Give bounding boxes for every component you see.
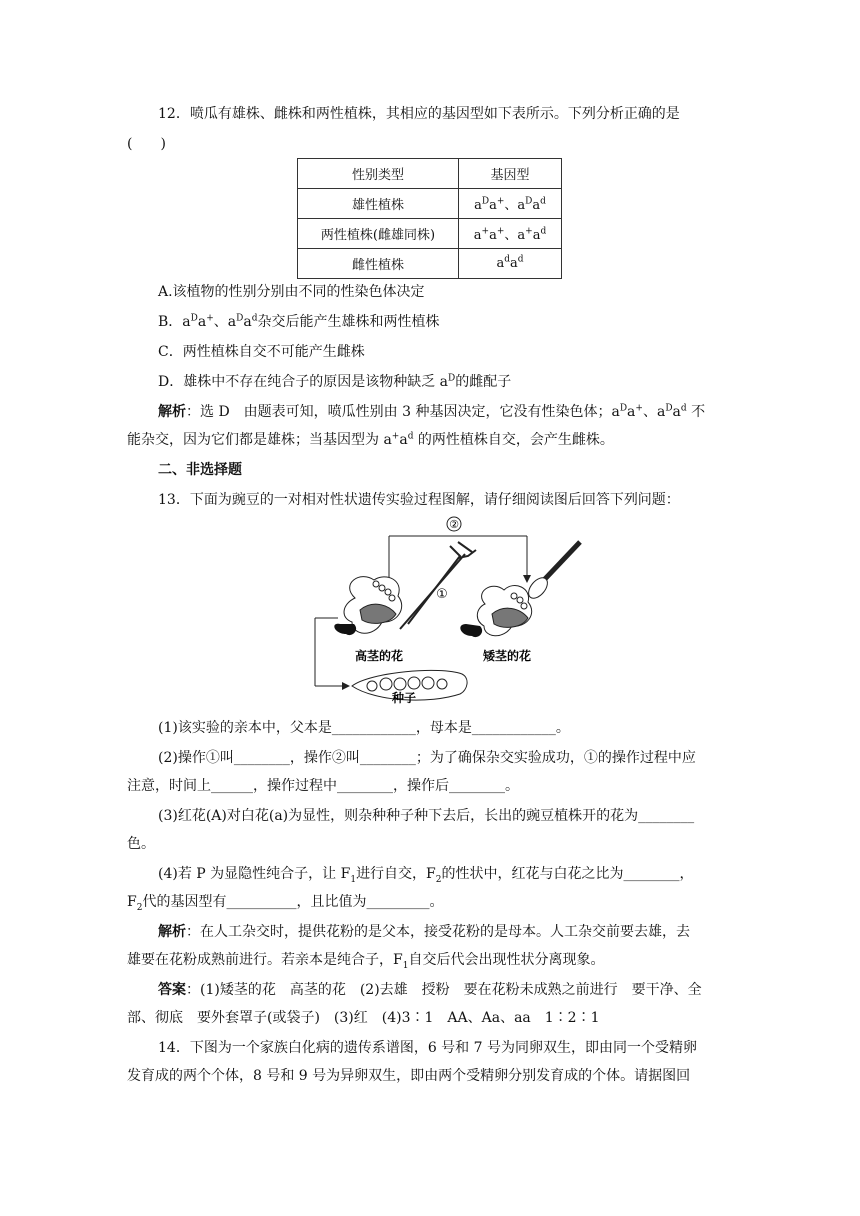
text-segment: a <box>473 228 482 243</box>
superscript: + <box>481 226 490 237</box>
text-segment: 、a <box>213 314 237 330</box>
text-segment: a <box>672 404 681 420</box>
text-segment: 不 <box>686 404 706 420</box>
superscript: + <box>525 226 533 237</box>
subscript: 2 <box>136 902 143 913</box>
text-segment: 雄要在花粉成熟前进行。若亲本是纯合子，F <box>127 952 403 968</box>
superscript: d <box>407 431 414 442</box>
text-segment: (4)若 P 为显隐性纯合子，让 F <box>158 866 351 882</box>
superscript: d <box>504 254 510 265</box>
op1-label: ① <box>436 587 448 602</box>
text-segment: 的两性植株自交，会产生雌株。 <box>413 432 614 448</box>
tweezers-icon <box>400 542 476 629</box>
text-segment: a <box>532 198 541 213</box>
q12-analysis-line2 <box>127 430 614 450</box>
q12-option-d <box>158 372 511 392</box>
text-segment: B．a <box>158 314 191 330</box>
section-heading: 二、非选择题 <box>158 462 242 478</box>
q12-option-c: C．两性植株自交不可能产生雌株 <box>158 344 365 360</box>
text-segment: 、a <box>642 404 666 420</box>
text-segment: 杂交后能产生雄株和两性植株 <box>257 314 440 330</box>
q13-part2-line2: 注意，时间上______，操作过程中________，操作后________。 <box>127 778 519 794</box>
text-segment: a <box>532 228 541 243</box>
q12-analysis-line1 <box>158 402 705 422</box>
q12-stem: 12．喷瓜有雄株、雌株和两性植株，其相应的基因型如下表所示。下列分析正确的是 <box>158 106 680 122</box>
seed-label: 种子 <box>391 691 417 705</box>
table-row <box>298 249 562 279</box>
superscript: D <box>665 403 673 414</box>
superscript: + <box>635 403 643 414</box>
q13-part2-line1: (2)操作①叫________，操作②叫________；为了确保杂交实验成功，①的操作过程中应 <box>158 750 696 766</box>
superscript: + <box>391 431 400 442</box>
text-segment: a <box>489 228 497 243</box>
q13-stem: 13．下面为豌豆的一对相对性状遗传实验过程图解，请仔细阅读图后回答下列问题： <box>158 492 680 508</box>
text-segment: 进行自交，F <box>356 866 436 882</box>
superscript: d <box>680 403 687 414</box>
dwarf-flower-illustration <box>460 586 531 638</box>
text-segment: 的雌配子 <box>455 374 512 390</box>
table-cell-genotype <box>459 219 562 249</box>
q12-answer-blank: ( ) <box>127 136 166 152</box>
dwarf-flower-label: 矮茎的花 <box>483 649 532 663</box>
tall-flower-label: 高茎的花 <box>355 649 404 663</box>
q13-part3-line2: 色。 <box>127 836 155 852</box>
table-cell-type: 雌性植株 <box>298 249 459 279</box>
text-segment: D．雄株中不存在纯合子的原因是该物种缺乏 a <box>158 374 449 390</box>
text-segment: a <box>627 404 636 420</box>
superscript: d <box>540 196 546 207</box>
text-segment: F <box>127 894 137 910</box>
genotype-table <box>297 158 562 279</box>
q13-part1: (1)该实验的亲本中，父本是____________，母本是____________。 <box>158 720 570 736</box>
superscript: D <box>448 373 456 384</box>
q13-analysis-line1 <box>158 922 690 942</box>
superscript: D <box>190 313 198 324</box>
arrow-down-right <box>523 575 531 583</box>
analysis-text <box>186 404 705 420</box>
superscript: d <box>540 226 547 237</box>
text-segment: a <box>243 314 252 330</box>
q13-part3-line1: (3)红花(A)对白花(a)为显性，则杂种种子种下去后，长出的豌豆植株开的花为________ <box>158 808 695 824</box>
text-segment: 能杂交，因为它们都是雄株；当基因型为 a <box>127 432 392 448</box>
q13-part4-line1 <box>158 864 694 884</box>
q13-answer-line2: 部、彻底 要外套罩子(或袋子) (3)红 (4)3∶1 AA、Aa、aa 1∶2∶1 <box>127 1010 600 1026</box>
table-cell-genotype <box>459 249 562 279</box>
superscript: D <box>481 196 490 207</box>
tall-flower-illustration <box>334 577 401 635</box>
q12-option-a: A.该植物的性别分别由不同的性染色体决定 <box>158 284 425 300</box>
superscript: D <box>619 403 628 414</box>
text-segment: a <box>399 432 408 448</box>
subscript: 2 <box>435 874 442 885</box>
text-segment: a <box>474 198 482 213</box>
table-row <box>298 219 562 249</box>
subscript: 1 <box>350 874 357 885</box>
text-segment: a <box>510 256 518 271</box>
text-segment: 自交后代会出现性状分离现象。 <box>408 952 605 968</box>
superscript: + <box>206 313 214 324</box>
analysis-text: ：在人工杂交时，提供花粉的是父本，接受花粉的是母本。人工杂交前要去雄，去 <box>186 924 690 940</box>
text-segment: 、a <box>504 198 526 213</box>
table-header-row <box>298 159 562 189</box>
superscript: d <box>251 313 258 324</box>
text-segment: ：选 D 由题表可知，喷瓜性别由 3 种基因决定，它没有性染色体；a <box>186 404 620 420</box>
text-segment: 代的基因型有__________，且比值为_________。 <box>142 894 444 910</box>
superscript: + <box>496 226 505 237</box>
text-segment: a <box>496 256 505 271</box>
q13-part4-line2 <box>127 892 443 912</box>
superscript: + <box>496 196 505 207</box>
text-segment: a <box>489 198 497 213</box>
text-segment: 、a <box>504 228 526 243</box>
table-row <box>298 189 562 219</box>
q13-analysis-line2 <box>127 950 604 970</box>
q12-option-b <box>158 312 439 332</box>
table-header-sex-type: 性别类型 <box>298 159 459 189</box>
text-segment: 的性状中，红花与白花之比为________， <box>441 866 694 882</box>
superscript: D <box>525 196 533 207</box>
text-segment: a <box>197 314 207 330</box>
q14-stem-line2: 发育成的两个个体，8 号和 9 号为异卵双生，即由两个受精卵分别发育成的个体。请据图回 <box>127 1068 691 1084</box>
analysis-label: 解析 <box>158 404 186 420</box>
table-cell-genotype <box>459 189 562 219</box>
q13-answer-line1 <box>158 980 702 1000</box>
superscript: D <box>236 313 244 324</box>
answer-text: ：(1)矮茎的花 高茎的花 (2)去雄 授粉 要在花粉未成熟之前进行 要干净、全 <box>186 982 702 998</box>
answer-label: 答案 <box>158 982 186 998</box>
subscript: 1 <box>402 960 409 971</box>
table-cell-type: 雄性植株 <box>298 189 459 219</box>
op2-label: ② <box>449 518 459 531</box>
paintbrush-icon <box>525 542 580 602</box>
arrow-to-seed <box>342 682 350 690</box>
table-header-genotype: 基因型 <box>459 159 562 189</box>
pea-hybridization-figure <box>300 514 600 706</box>
analysis-label: 解析 <box>158 924 186 940</box>
q14-stem-line1: 14．下图为一个家族白化病的遗传系谱图，6 号和 7 号为同卵双生，即由同一个受精卵 <box>158 1040 697 1056</box>
table-cell-type: 两性植株(雌雄同株) <box>298 219 459 249</box>
superscript: d <box>517 254 524 265</box>
